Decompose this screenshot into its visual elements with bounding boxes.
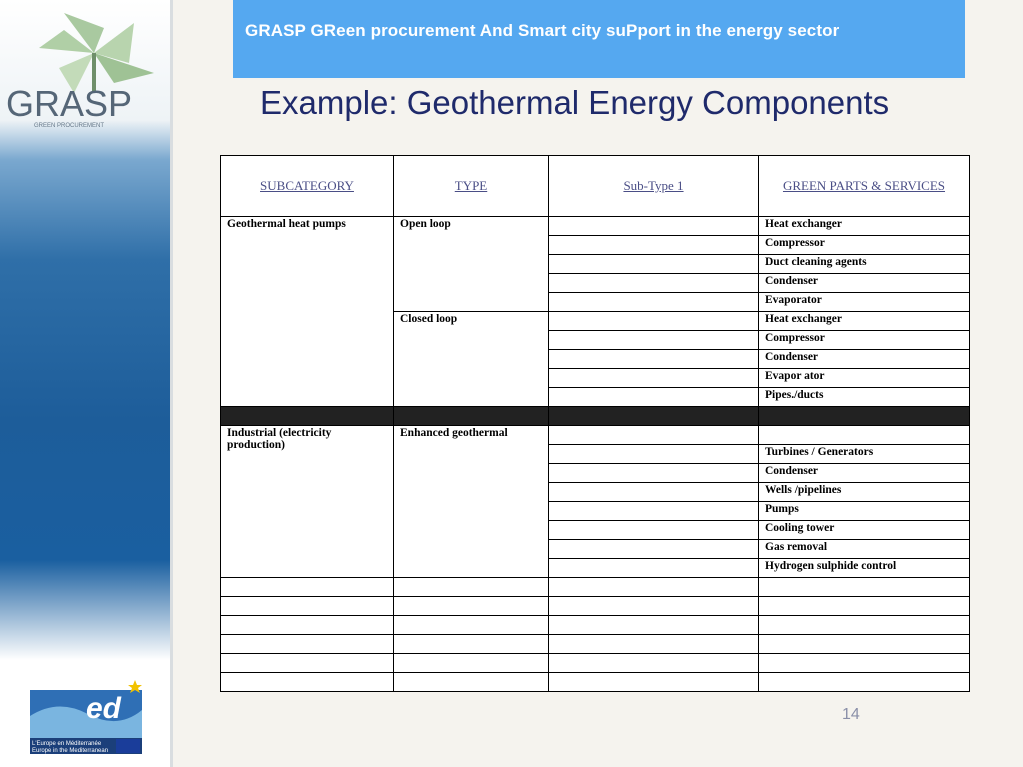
part-cell: Heat exchanger: [759, 217, 970, 236]
med-logo-line1: L'Europe en Méditerranée: [32, 741, 102, 747]
subcategory-cell: Industrial (electricity production): [221, 426, 394, 578]
eu-flag-icon: [116, 739, 140, 753]
empty-row: [221, 673, 970, 692]
subtype-cell: [549, 331, 759, 350]
separator-row: [221, 407, 970, 426]
subtype-cell: [549, 445, 759, 464]
slide-title: Example: Geothermal Energy Components: [260, 84, 890, 121]
subtype-cell: [549, 369, 759, 388]
part-cell: Condenser: [759, 464, 970, 483]
column-header-green-parts: GREEN PARTS & SERVICES: [759, 156, 970, 217]
table-row: [221, 426, 970, 445]
part-cell: [759, 426, 970, 445]
subtype-cell: [549, 502, 759, 521]
table-header-row: [221, 156, 970, 217]
empty-row: [221, 616, 970, 635]
part-cell: Gas removal: [759, 540, 970, 559]
subtype-cell: [549, 483, 759, 502]
part-cell: Condenser: [759, 274, 970, 293]
part-cell: Turbines / Generators: [759, 445, 970, 464]
subtype-cell: [549, 426, 759, 445]
part-cell: Hydrogen sulphide control: [759, 559, 970, 578]
subtype-cell: [549, 236, 759, 255]
column-header-type: TYPE: [394, 156, 549, 217]
page-number: 14: [842, 706, 860, 723]
subtype-cell: [549, 274, 759, 293]
part-cell: Evaporator: [759, 293, 970, 312]
subtype-cell: [549, 312, 759, 331]
subtype-cell: [549, 388, 759, 407]
part-cell: Pipes./ducts: [759, 388, 970, 407]
part-cell: Compressor: [759, 331, 970, 350]
part-cell: Duct cleaning agents: [759, 255, 970, 274]
pinwheel-icon: [39, 13, 154, 93]
subtype-cell: [549, 255, 759, 274]
empty-row: [221, 597, 970, 616]
empty-row: [221, 578, 970, 597]
subcategory-cell: Geothermal heat pumps: [221, 217, 394, 407]
part-cell: Cooling tower: [759, 521, 970, 540]
column-header-subcategory: SUBCATEGORY: [221, 156, 394, 217]
type-cell: Enhanced geothermal: [394, 426, 549, 578]
grasp-logo-text: GRASP: [6, 83, 133, 124]
subtype-cell: [549, 350, 759, 369]
subtype-cell: [549, 559, 759, 578]
type-cell: Closed loop: [394, 312, 549, 407]
part-cell: Wells /pipelines: [759, 483, 970, 502]
part-cell: Compressor: [759, 236, 970, 255]
grasp-logo-tagline: GREEN PROCUREMENT: [34, 123, 105, 128]
components-table: [220, 155, 970, 692]
subtype-cell: [549, 521, 759, 540]
sidebar-divider: [170, 0, 173, 767]
med-logo-line2: Europe in the Mediterranean: [32, 748, 109, 754]
subtype-cell: [549, 464, 759, 483]
med-logo-text: ed: [86, 692, 122, 725]
subtype-cell: [549, 293, 759, 312]
type-cell: Open loop: [394, 217, 549, 312]
part-cell: Evapor ator: [759, 369, 970, 388]
med-programme-logo: [28, 676, 146, 756]
table-row: [221, 217, 970, 236]
grasp-logo: [4, 8, 164, 128]
empty-row: [221, 654, 970, 673]
part-cell: Pumps: [759, 502, 970, 521]
part-cell: Heat exchanger: [759, 312, 970, 331]
subtype-cell: [549, 540, 759, 559]
column-header-subtype: Sub-Type 1: [549, 156, 759, 217]
empty-row: [221, 635, 970, 654]
header-banner: [233, 0, 965, 78]
header-title: GRASP GReen procurement And Smart city suPport in the energy sector: [245, 21, 840, 40]
subtype-cell: [549, 217, 759, 236]
part-cell: Condenser: [759, 350, 970, 369]
